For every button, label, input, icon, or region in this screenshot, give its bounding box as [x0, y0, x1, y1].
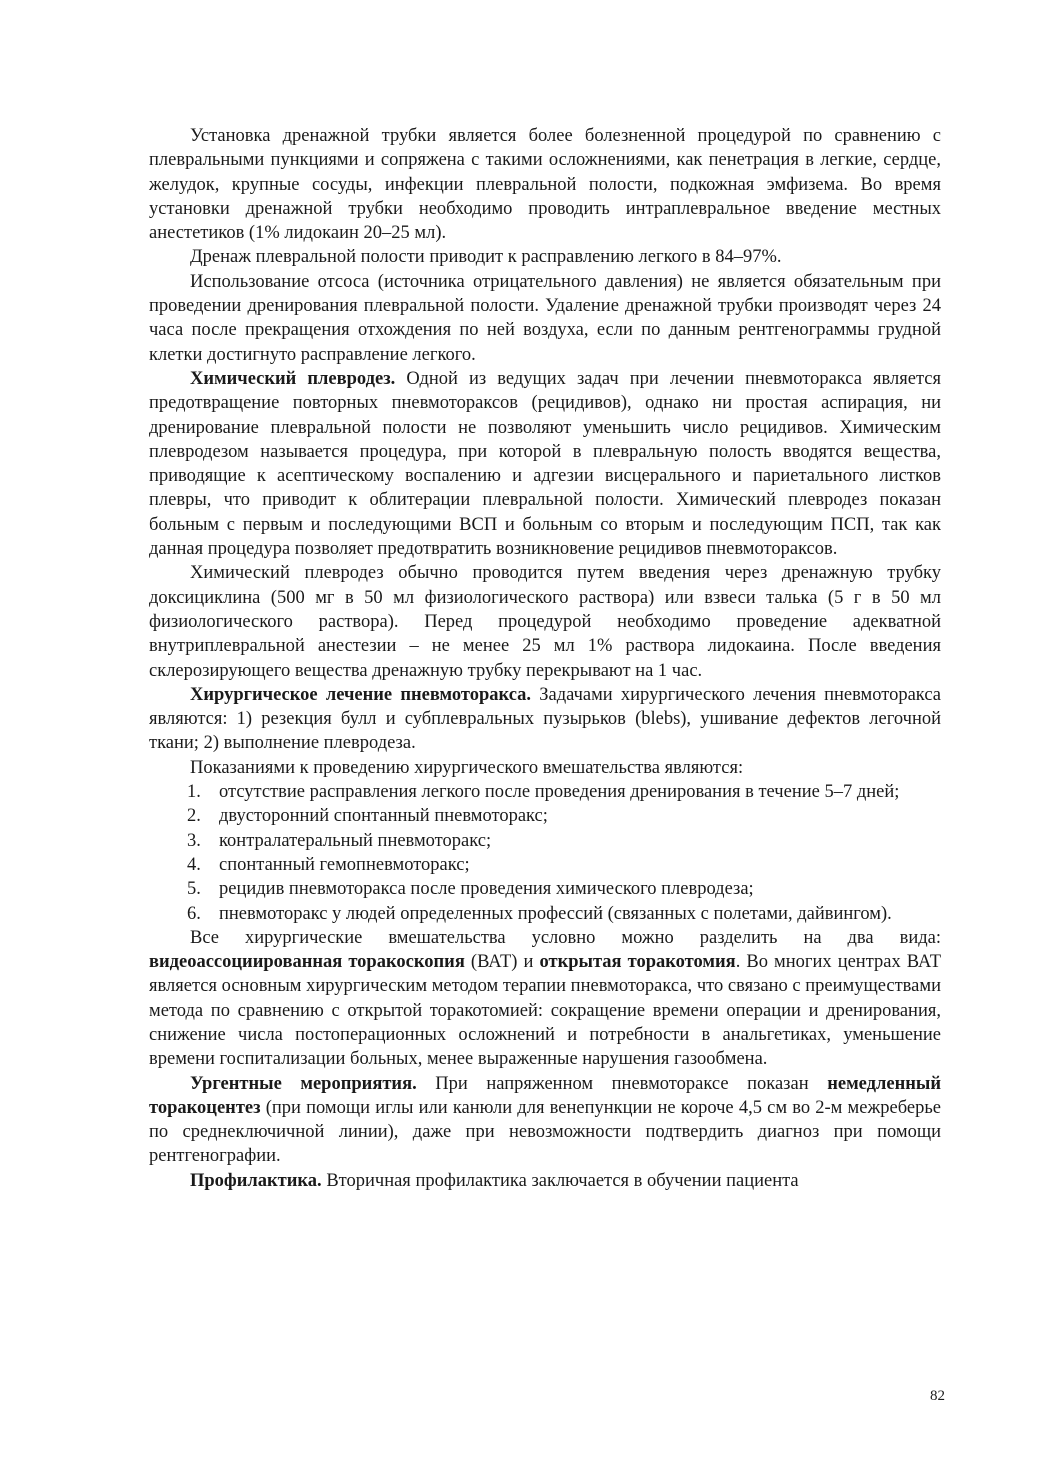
list-item — [149, 780, 941, 804]
paragraph-surgical-treatment — [149, 683, 941, 756]
paragraph-text: Использование отсоса (источника отрицательного давления) не является обязательным при проведении дренирования плевральной полости. Удаление дренажной трубки производят через 24 часа после прекращения отхождения по ней воздуха, если по данным рентгенограммы грудной клетки достигнуто расправление легкого. — [149, 271, 941, 365]
list-item-number: 3. — [187, 830, 201, 851]
paragraph-text: Химический плевродез обычно проводится путем введения через дренажную трубку доксициклина (500 мг в 50 мл физиологического раствора) или взвеси талька (5 г в 50 мл физиологического раствора). Перед процедурой необходимо проведение адекватной внутриплевральной анестезии – не менее 25 мл 1% раствора лидокаина. После введения склерозирующего вещества дренажную трубку перекрывают на 1 час. — [149, 563, 941, 681]
list-item-text: рецидив пневмоторакса после проведения химического плевродеза; — [219, 879, 754, 900]
paragraph-pleurodesis-procedure — [149, 561, 941, 682]
list-item-text: пневмоторакс у людей определенных профессий (связанных с полетами, дайвингом). — [219, 903, 892, 924]
paragraph-text: Установка дренажной трубки является более болезненной процедурой по сравнению с плевральными пункциями и сопряжена с такими осложнениями, как пенетрация в легкие, сердце, желудок, крупные сосуды, инфекции плевральной полости, подкожная эмфизема. Во время установки дренажной трубки необходимо проводить интраплевральное введение местных анестетиков (1% лидокаин 20–25 мл). — [149, 126, 941, 244]
list-item — [149, 804, 941, 828]
term-thoracotomy: открытая торакотомия — [539, 952, 736, 973]
paragraph-text: (при помощи иглы или канюли для венепункции не короче 4,5 см во 2-м межреберье по среднеключичной линии), даже при невозможности подтвердить диагноз при помощи рентгенографии. — [149, 1097, 941, 1167]
paragraph-indications-intro — [149, 756, 941, 780]
list-item-number: 4. — [187, 854, 201, 875]
list-item — [149, 829, 941, 853]
term-vats: видеоассоциированная торакоскопия — [149, 952, 465, 973]
list-item-number: 6. — [187, 903, 201, 924]
section-heading-chemical-pleurodesis: Химический плевродез. — [190, 368, 396, 389]
section-heading-prevention: Профилактика. — [190, 1170, 322, 1191]
paragraph-surgery-types — [149, 926, 941, 1072]
paragraph-urgent-measures — [149, 1072, 941, 1169]
list-item-text: спонтанный гемопневмоторакс; — [219, 854, 470, 875]
list-item-text: двусторонний спонтанный пневмоторакс; — [219, 806, 548, 827]
paragraph-text: При напряженном пневмотораксе показан — [416, 1073, 828, 1094]
paragraph-text: . Во многих центрах ВАТ является основным хирургическим методом терапии пневмоторакса, что связано с преимуществами метода по сравнению с открытой торакотомией: сокращение времени операции и дренирования, снижение числа постоперационных осложнений и потребности в анальгетиках, уменьшение времени госпитализации больных, менее выраженные нарушения газообмена. — [149, 952, 942, 1070]
list-item — [149, 853, 941, 877]
indications-list — [149, 780, 941, 926]
section-heading-urgent-measures: Ургентные мероприятия. — [190, 1073, 417, 1094]
paragraph-text: Дренаж плевральной полости приводит к расправлению легкого в 84–97%. — [190, 247, 782, 268]
paragraph-text: Вторичная профилактика заключается в обучении пациента — [321, 1170, 799, 1191]
list-item-number: 5. — [187, 879, 201, 900]
paragraph-text: Показаниями к проведению хирургического вмешательства являются: — [190, 757, 744, 778]
paragraph-text: Задачами хирургического лечения пневмоторакса являются: 1) резекция булл и субплевральных пузырьков (blebs), ушивание дефектов легочной ткани; 2) выполнение плевродеза. — [149, 684, 941, 754]
paragraph-text: Все хирургические вмешательства условно можно разделить на два вида: — [190, 927, 941, 948]
paragraph-text: (ВАТ) и — [464, 952, 540, 973]
term-thoracocentesis: немедленный торакоцентез — [149, 1073, 942, 1118]
document-page — [149, 124, 941, 1193]
section-heading-surgical-treatment: Хирургическое лечение пневмоторакса. — [190, 684, 532, 705]
list-item — [149, 877, 941, 901]
list-item-number: 1. — [187, 782, 201, 803]
paragraph-drainage-result — [149, 245, 941, 269]
list-item-number: 2. — [187, 806, 201, 827]
paragraph-suction — [149, 270, 941, 367]
paragraph-prevention — [149, 1169, 941, 1193]
paragraph-drainage-tube — [149, 124, 941, 245]
list-item — [149, 902, 941, 926]
page-number: 82 — [930, 1388, 945, 1404]
paragraph-text: Одной из ведущих задач при лечении пневмоторакса является предотвращение повторных пневмотораксов (рецидивов), однако ни простая аспирация, ни дренирование плевральной полости не позволяют уменьшить число рецидивов. Химическим плевродезом называется процедура, при которой в плевральную полость вводятся вещества, приводящие к асептическому воспалению и адгезии висцерального и париетального листков плевры, что приводит к облитерации плевральной полости. Химический плевродез показан больным с первым и последующими ВСП и больным со вторым и последующим ПСП, так как данная процедура позволяет предотвратить возникновение рецидивов пневмотораксов. — [149, 368, 941, 560]
list-item-text: отсутствие расправления легкого после проведения дренирования в течение 5–7 дней; — [219, 782, 900, 803]
list-item-text: контралатеральный пневмоторакс; — [219, 830, 492, 851]
paragraph-chemical-pleurodesis — [149, 367, 941, 561]
